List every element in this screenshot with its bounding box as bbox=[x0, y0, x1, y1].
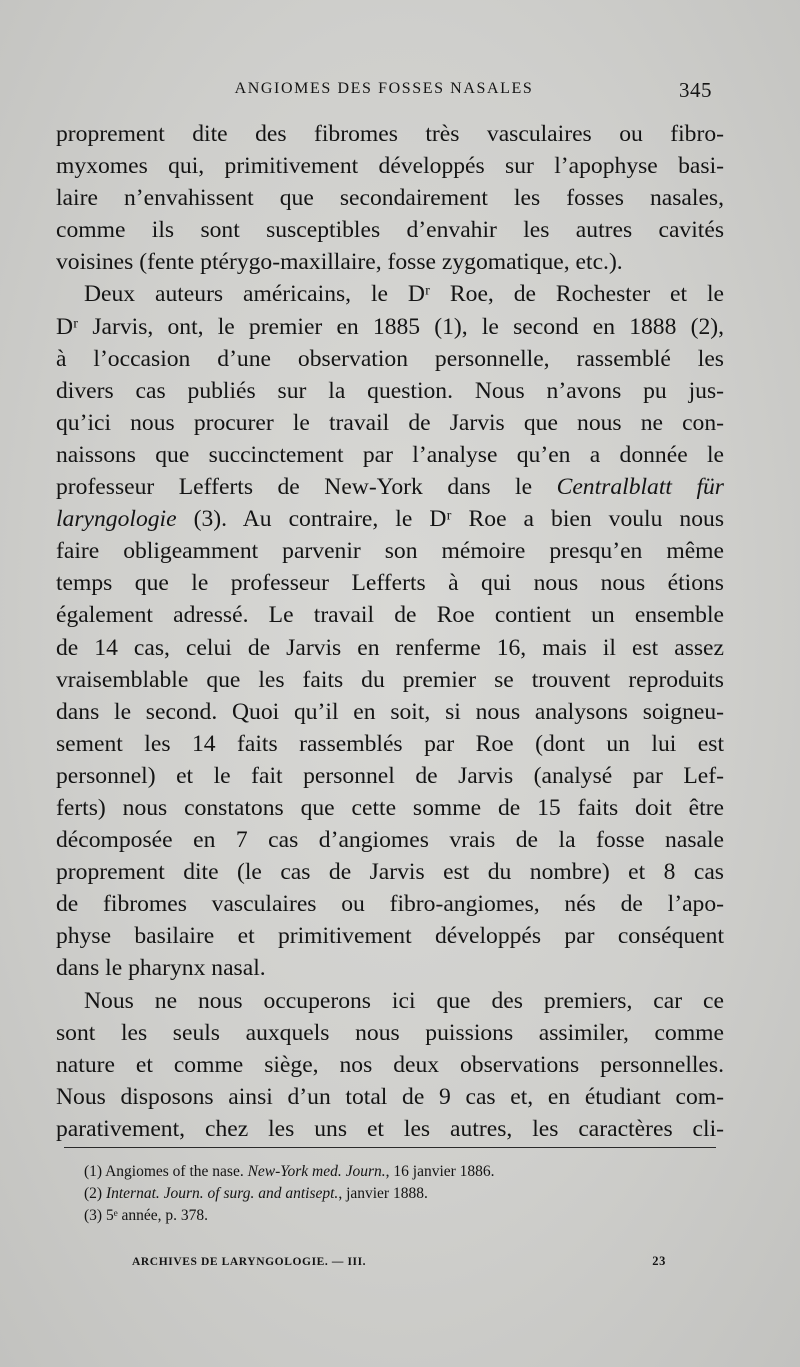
text-segment: professeur Lefferts de New-York dans le bbox=[56, 474, 557, 501]
running-title: ANGIOMES DES FOSSES NASALES bbox=[234, 80, 534, 97]
text-line: faire obligeamment parvenir son mémoire presqu’en même bbox=[56, 538, 724, 565]
main-text bbox=[56, 118, 724, 1145]
footnote-journal-italic: Internat. Journ. of surg. and antisept. bbox=[105, 1185, 339, 1202]
text-line: sont les seuls auxquels nous puissions assimiler, comme bbox=[56, 1019, 724, 1046]
footnote-number: (2) bbox=[84, 1185, 106, 1202]
text-line bbox=[56, 471, 724, 503]
footnote-2 bbox=[84, 1183, 724, 1205]
text-line: naissons que succinctement par l’analyse qu’en a donnée le bbox=[56, 441, 724, 468]
text-line: Dʳ Jarvis, ont, le premier en 1885 (1), le second en 1888 (2), bbox=[56, 313, 724, 340]
text-line: à l’occasion d’une observation personnelle, rassemblé les bbox=[56, 345, 724, 372]
text-line: ferts) nous constatons que cette somme de 15 faits doit être bbox=[56, 794, 724, 821]
text-line: personnel) et le fait personnel de Jarvis (analysé par Lef- bbox=[56, 762, 724, 789]
text-line: proprement dite (le cas de Jarvis est du nombre) et 8 cas bbox=[56, 859, 724, 886]
text-line: décomposée en 7 cas d’angiomes vrais de la fosse nasale bbox=[56, 827, 724, 854]
page-footer bbox=[132, 1256, 666, 1268]
text-line: proprement dite des fibromes très vasculaires ou fibro- bbox=[56, 121, 724, 147]
journal-title-italic: Centralblatt für bbox=[556, 474, 724, 501]
signature-mark: 23 bbox=[652, 1254, 666, 1268]
footnote-text: Angiomes of the nase. bbox=[105, 1163, 248, 1180]
text-line: de 14 cas, celui de Jarvis en renferme 16, mais il est assez bbox=[56, 634, 724, 661]
text-line: sement les 14 faits rassemblés par Roe (dont un lui est bbox=[56, 730, 724, 757]
footnote-journal-italic: New-York med. Journ. bbox=[247, 1163, 386, 1180]
footnote-3: (3) 5ᵉ année, p. 378. bbox=[84, 1207, 209, 1224]
text-line: également adressé. Le travail de Roe contient un ensemble bbox=[56, 602, 724, 629]
text-line: divers cas publiés sur la question. Nous n’avons pu jus- bbox=[56, 377, 724, 404]
text-line: vraisemblable que les faits du premier se trouvent reproduits bbox=[56, 666, 724, 693]
text-line: temps que le professeur Lefferts à qui nous nous étions bbox=[56, 570, 724, 597]
footnote-1 bbox=[84, 1161, 724, 1183]
running-header bbox=[56, 80, 712, 110]
text-line: qu’ici nous procurer le travail de Jarvis que nous ne con- bbox=[56, 409, 724, 436]
text-line: parativement, chez les uns et les autres, les caractères cli- bbox=[56, 1115, 724, 1142]
journal-name: ARCHIVES DE LARYNGOLOGIE. — III. bbox=[132, 1256, 367, 1268]
text-segment: (3). Au contraire, le Dʳ Roe a bien voulu nous bbox=[176, 506, 724, 533]
footnote-divider bbox=[64, 1147, 716, 1148]
text-line: Nous ne nous occuperons ici que des premiers, car ce bbox=[84, 987, 724, 1014]
footnote-text: , janvier 1888. bbox=[338, 1185, 428, 1202]
footnote-text: , 16 janvier 1886. bbox=[385, 1163, 495, 1180]
text-line: dans le pharynx nasal. bbox=[56, 955, 266, 982]
text-line: nature et comme siège, nos deux observations personnelles. bbox=[56, 1051, 724, 1078]
text-line: laire n’envahissent que secondairement les fosses nasales, bbox=[56, 185, 724, 212]
text-line: Nous disposons ainsi d’un total de 9 cas et, en étudiant com- bbox=[56, 1083, 724, 1110]
text-line: de fibromes vasculaires ou fibro-angiomes, nés de l’apo- bbox=[56, 891, 724, 918]
footnote-number: (1) bbox=[84, 1163, 106, 1180]
text-line: voisines (fente ptérygo-maxillaire, fosse zygomatique, etc.). bbox=[56, 249, 623, 276]
text-line: comme ils sont susceptibles d’envahir les autres cavités bbox=[56, 217, 724, 244]
text-line: Deux auteurs américains, le Dʳ Roe, de Rochester et le bbox=[84, 281, 724, 308]
text-line bbox=[56, 503, 724, 535]
text-line: myxomes qui, primitivement développés sur l’apophyse basi- bbox=[56, 153, 724, 180]
footnotes bbox=[84, 1161, 724, 1227]
journal-title-italic: laryngologie bbox=[56, 506, 177, 533]
text-line: physe basilaire et primitivement développés par conséquent bbox=[56, 923, 724, 950]
text-line: dans le second. Quoi qu’il en soit, si nous analysons soigneu- bbox=[56, 698, 724, 725]
page-number: 345 bbox=[679, 78, 712, 102]
